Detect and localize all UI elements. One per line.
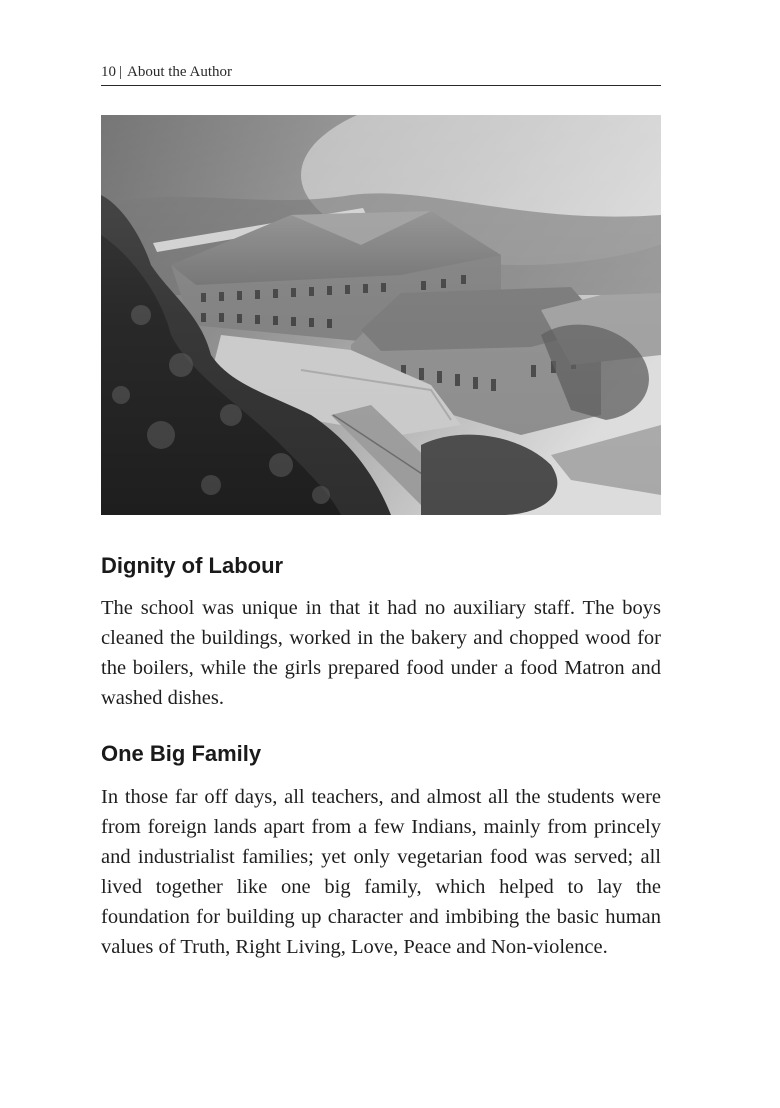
paragraph-one-big-family: In those far off days, all teachers, and almost all the students were from foreign lands apart from a few Indians, mainly from princely and industrialist families; yet only vegetarian food was served; all lived together like one big family, which helped to lay the foundation for building up character and imbibing the basic human values of Truth, Right Living, Love, Peace and Non-violence. [101,786,661,958]
page-number: 10 [101,64,116,80]
paragraph-dignity-of-labour: The school was unique in that it had no auxiliary staff. The boys cleaned the buildings, worked in the bakery and chopped wood for the boilers, while the girls prepared food under a food Matron and washed dishes. [101,597,661,709]
section-heading-one-big-family: One Big Family [101,741,262,766]
section-heading-dignity-of-labour: Dignity of Labour [101,553,284,578]
running-head-separator: | [119,64,123,80]
school-photograph [101,115,661,515]
school-photograph-illustration [101,115,661,515]
running-head-title: About the Author [127,64,233,80]
running-head [101,63,661,86]
